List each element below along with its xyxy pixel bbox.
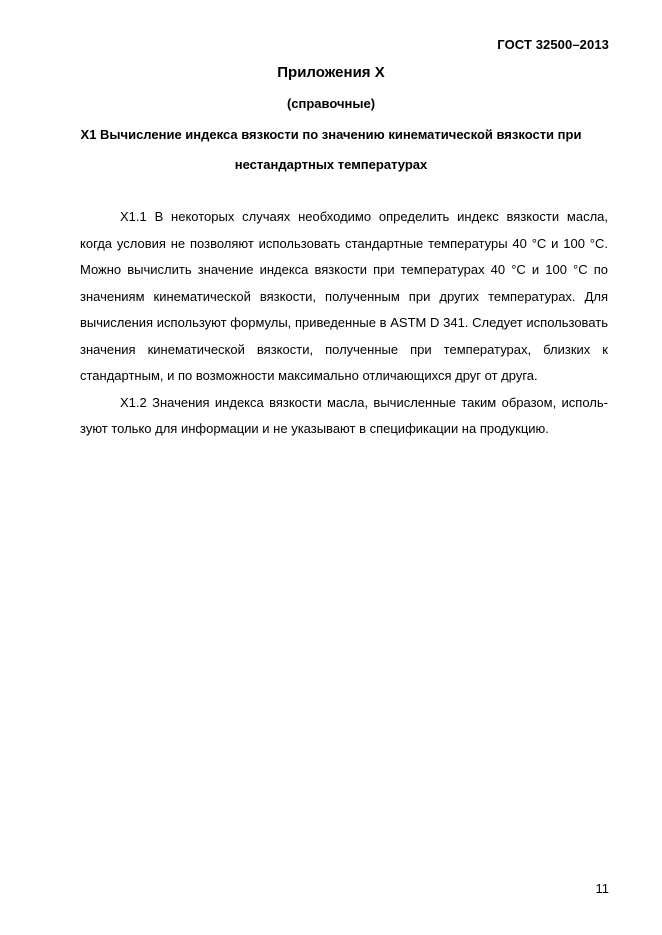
paragraph-x1-1: Х1.1 В некоторых случаях необходимо определить индекс вязкости масла, когда условия не позволяют использовать стандартные температуры 40 °С и 100 °С. Можно вычислить значение индекса вязкости при температурах 40 °С и 100 °С по значениям кинематической вязкости, полученным при других температурах. Для вычисления используют формулы, приведенные в ASTM D 341. Следует использовать значения кинематической вязкости, полученные при температурах, близких к стандартным, и по возможности максимально отличающихся друг от друга. [80,209,608,383]
page-number: 11 [595,881,609,896]
body-text [80,204,608,443]
annex-title: Приложения Х [277,64,385,81]
standard-code-header: ГОСТ 32500–2013 [497,37,609,52]
section-heading: Х1 Вычисление индекса вязкости по значению кинематической вязкости при нестандартных температурах [80,127,582,172]
annex-subtitle: (справочные) [286,96,376,111]
paragraph-x1-2: Х1.2 Значения индекса вязкости масла, вычисленные таким образом, используют только для информации и не указывают в спецификации на продукцию. [80,394,608,436]
